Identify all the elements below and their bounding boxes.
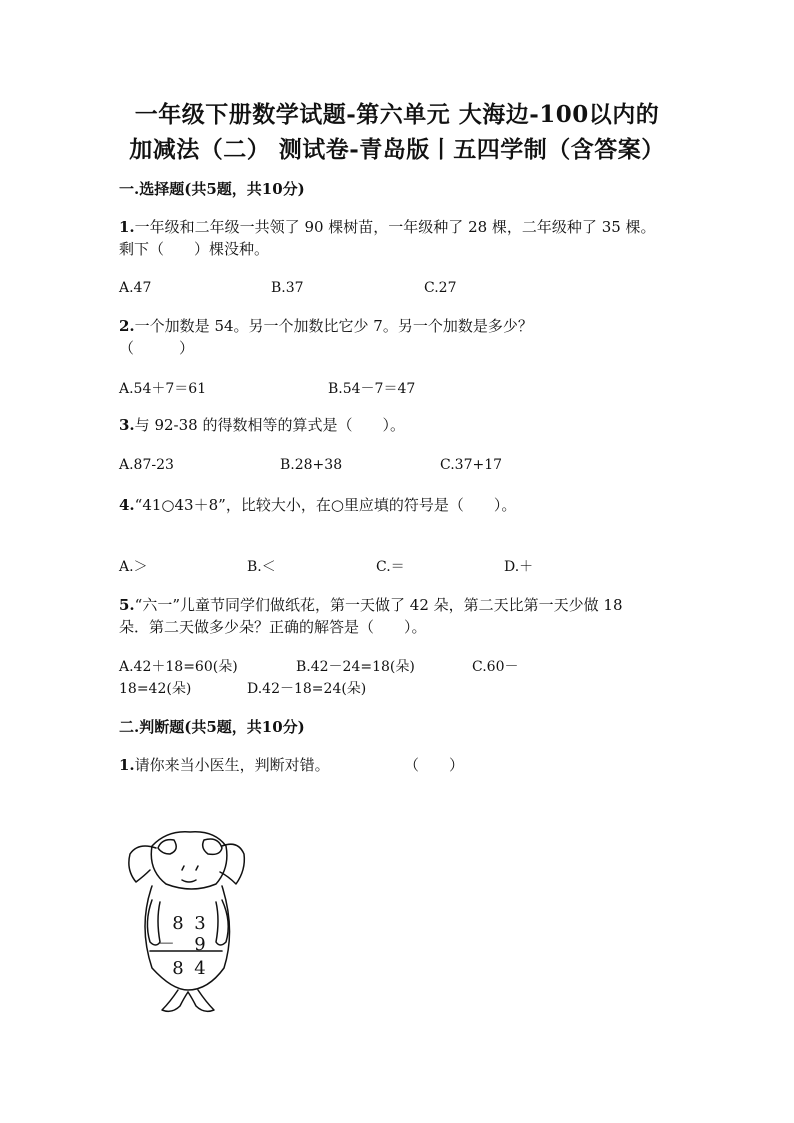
question-1-line-1 [119, 216, 656, 238]
section-heading-judgement: 二.判断题(共5题，共10分) [119, 718, 305, 736]
question-text: “41○43＋8”，比较大小，在○里应填的符号是（ ）。 [134, 496, 517, 514]
question-5-line-1 [119, 594, 623, 616]
section-heading-choice: 一.选择题(共5题，共10分) [119, 180, 305, 198]
question-number: 3. [119, 416, 135, 434]
left-eye [182, 866, 184, 870]
question-text: 一个加数是 54。另一个加数比它少 7。另一个加数是多少？ [134, 317, 533, 335]
question-text: 与 92-38 的得数相等的算式是（ ）。 [134, 416, 405, 434]
judgement-question-1 [119, 754, 330, 776]
answer-bracket: （ ） [404, 756, 465, 774]
question-number: 1. [119, 756, 135, 774]
right-foot [188, 990, 214, 1011]
option-c: C.＝ [376, 559, 405, 575]
option-c: C.60－ [472, 659, 519, 675]
option-c: C.27 [424, 280, 457, 296]
page-title-line-1: 一年级下册数学试题-第六单元 大海边-100以内的 [134, 101, 660, 128]
option-c-continued: 18=42(朵) [119, 681, 192, 697]
digit-4-result: 4 [194, 958, 206, 979]
option-d: D.＋ [504, 559, 534, 575]
option-b: B.28+38 [280, 457, 343, 473]
question-3-line-1 [119, 414, 405, 436]
option-a: A.87-23 [119, 457, 174, 473]
option-b: B.37 [271, 280, 304, 296]
option-b: B.54－7＝47 [328, 381, 416, 397]
question-2-line-2: （ ） [119, 339, 195, 357]
hair-tuft-right [203, 839, 222, 854]
minus-sign: － [157, 934, 175, 955]
option-b: B.42－24=18(朵) [296, 659, 415, 675]
digit-9: 9 [194, 934, 206, 955]
elephant-illustration [122, 826, 252, 1018]
option-a: A.47 [119, 280, 152, 296]
option-a: A.54＋7＝61 [119, 381, 207, 397]
left-foot [162, 990, 188, 1011]
right-arm [216, 900, 228, 945]
option-c: C.37+17 [440, 457, 503, 473]
question-number: 4. [119, 496, 135, 514]
option-b: B.＜ [247, 559, 276, 575]
option-a: A.42＋18=60(朵) [119, 659, 238, 675]
question-1-line-2: 剩下（ ）棵没种。 [119, 240, 270, 258]
hair-tuft-left [158, 840, 176, 854]
question-4-line-1 [119, 494, 516, 516]
option-d: D.42－18=24(朵) [247, 681, 367, 697]
option-a: A.＞ [119, 559, 148, 575]
elephant-right-ear [220, 844, 244, 884]
question-text: 请你来当小医生，判断对错。 [134, 756, 330, 774]
question-number: 1. [119, 218, 135, 236]
digit-3-top: 3 [194, 913, 206, 934]
question-text: 一年级和二年级一共领了 90 棵树苗，一年级种了 28 棵，二年级种了 35 棵。 [134, 218, 656, 236]
question-5-line-2: 朵．第二天做多少朵？正确的解答是（ ）。 [119, 618, 427, 636]
page-title-line-2: 加减法（二） 测试卷-青岛版丨五四学制（含答案） [129, 136, 665, 163]
question-2-line-1 [119, 315, 533, 337]
question-number: 2. [119, 317, 135, 335]
digit-8-result: 8 [172, 958, 184, 979]
question-text: “六一”儿童节同学们做纸花，第一天做了 42 朵，第二天比第一天少做 18 [134, 596, 623, 614]
question-number: 5. [119, 596, 135, 614]
right-eye [196, 866, 198, 870]
elephant-drawing [122, 826, 252, 1018]
digit-8-top: 8 [172, 913, 184, 934]
smile [182, 880, 196, 882]
